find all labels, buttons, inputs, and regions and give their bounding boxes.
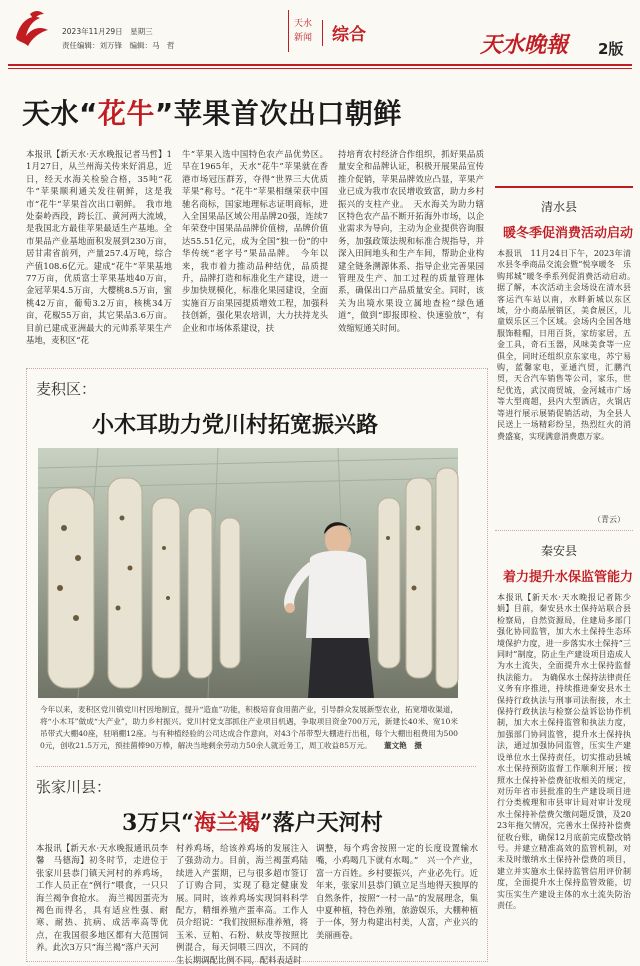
maiji-title: 小木耳助力党川村拓宽振兴路 [92,412,379,438]
qingshui-signature: （青云） [593,515,625,524]
qinan-county: 秦安县 [541,544,578,558]
editors-line: 责任编辑：刘万锋 编辑：马 哲 [62,41,175,50]
zjc-col-1: 本报讯【新天水·天水晚报通讯员李馨 马德海】初冬时节，走进位于张家川县恭门镇天河村的养鸡场，工作人员正在“例行”喂食，一只只海兰褐争食抢水。 海兰褐因蛋壳为褐色而得名，具有适应性强、耐寒、耐热、抗病、成活率高等优点，在我国很多地区都有大范围饲养。此次3万只“海兰褐”落户天河 [36,843,168,953]
section-small-1: 天水 [294,19,313,29]
main-headline [22,92,402,132]
headline-part-3: ”苹果首次出口朝鲜 [154,97,402,130]
zjc-title-part-3: ”落户天河村 [259,810,383,836]
qinan-title: 着力提升水保监管能力 [503,570,634,585]
zjc-col-2: 村养鸡场，给该养鸡场的发展注入了强劲动力。目前，海兰褐蛋鸡陆续进入产蛋期，已与很多超市签订了订购合同，实现了稳定健康发展。同时，该养鸡场实现饲料科学配方，精细养殖产蛋率高。工作人员介绍说：“我们按照标准养殖，将玉米、豆粕、石粉、麸皮等按照比例混合，每天饲喂三四次，不同的生长期调配比例不同，配料表适时 [176,843,308,965]
masthead-brand: 天水晚報 [480,32,569,58]
qingshui-body: 本报讯 11月24日下午，2023年清水县冬季商品交流会暨“悦享暖冬 乐购邦城”暖冬季系列促消费活动启动。 据了解，本次活动主会场设在清水县客运汽车站以南，水畔新城以东区域，分小商品展销区，美食展区，儿童娱乐区三个区域。会场内全国各地服饰鞋帽，日用百货，家纺家居，五金工具，奇石玉器，风味美食等一应俱全，同时还组织京东家电，苏宁易购，蓝馨家电，亚通汽贸，汇鹏汽贸，天合汽车销售等公司，家乐，世纪优选，武汉商贸城，金河城市广场等大型商超，县内大型酒店，火锅店等进行展示展销促销活动，为全县人民送上一场精彩纷呈，热烈红火的消费盛宴，实现满意消费惠万家。 [497,249,639,441]
mushroom-greenhouse-photo [38,448,458,698]
main-article-col-3: 持培育农村经济合作组织，抓好果品质量安全和品牌认证，积极开展果品宣传推介促销，苹果品牌效应凸显，苹果产业已成为我市农民增收致富，助力乡村振兴的支柱产业。 天水海关为助力辖区特色农产品不断开拓海外市场，以企业需求为导向，主动为企业提供咨询服务，加强政策法规和标准合规指导，并深入田间地头和生产车间，帮助企业构建全链条溯源体系、指导企业完善果园管理及生产、加工过程的质量管理体系，确保出口产品质量安全。同时，该关为出境水果设立属地查检“绿色通道”，做到“即报即检、快速验放”，有效缩短通关时间。 [338,149,484,333]
page-number: 2版 [598,40,624,58]
sidebar-divider [495,530,633,532]
qingshui-county: 清水县 [541,200,578,214]
zhangjiachuan-title [122,806,383,837]
sidebar [495,186,639,962]
main-article-col-2: 牛”苹果入选中国特色农产品优势区。早在1965年，天水“花牛”苹果就在香港市场冠压群芳，夺得“世界三大优质苹果”称号。“花牛”苹果相继荣获中国驰名商标，国家地理标志证明商标，进入全国果品区域公用品牌20强，连续7年荣登中国果品品牌价值榜，品牌价值达55.51亿元，成为全国“独一份”的中华传统“老字号”果品品牌。 今年以来，我市着力推动品种结优，品质提升，品牌打造和标准化生产建设，进一步加快规模化，标准化果园建设，全面实施百万亩果园提质增效工程，加强科技创新，强化果农培训，大力扶持龙头企业和市场体系建设，扶 [182,149,328,333]
zjc-title-part-2: 海兰褐 [193,810,260,836]
divider [36,766,476,768]
main-article-col-1: 本报讯【新天水·天水晚报记者马哲】11月27日，从兰州海关传来好消息，近日，经天水海关检验合格，35吨“花牛”苹果顺利通关发往朝鲜，这是我市“花牛”苹果首次出口朝鲜。 我市地处秦岭西段，跨长江、黄河两大流域，是我国北方最佳苹果最适生产基地。全市果品产业基地面积发展到230万亩，居甘肃省前列，产量257.4万吨，综合产值108.6亿元。建成“花牛”苹果基地77万亩，优质富士苹果基地40万亩，金冠苹果4.5万亩，大樱桃8.5万亩，蜜桃42万亩，葡萄3.2万亩，核桃34万亩，花椒55万亩，其它果品3.6万亩。目前已建成亚洲最大的元帅系苹果生产基地，麦积区“花 [26,149,172,346]
section-label [288,10,384,52]
zhangjiachuan-region-label: 张家川县： [36,778,112,796]
zjc-col-3: 调整，每个鸡舍按照一定的长度设置输水嘴，小鸡喝几下就有水喝。” 兴一个产业，富一方百姓。乡村要振兴，产业必先行。近年来，张家川县恭门镇立足当地得天独厚的自然条件，按照“一村一品”的发展理念，集中夏种植，特色养殖，旅游娱乐，大棚种植于一体，努力构建出村美，人富，产业兴的美丽画卷。 [316,843,478,940]
maiji-caption: 今年以来，麦积区党川镇党川村因地制宜，提升“造血”功能，积极培育食用菌产业，引导群众发展新型农业，拓宽增收渠道，将“小木耳”做成“大产业”，助力乡村振兴。党川村党支部抓住产业项目机遇，争取项目资金700万元，新建长40米、宽10米吊带式大棚40座，驻哨棚12座。与有种植经验的公司达成合作意向，对43个吊带型大棚进行出租，每个大棚出租费用为5000元，创收21.5万元，预挂菌棒90万棒，解决当地剩余劳动力50余人就近务工，周工收益85万元。 [40,705,458,750]
maiji-photographer: 董文艳 摄 [380,740,422,752]
issue-date: 2023年11月29日 星期三 [62,27,153,36]
header-rule [8,64,632,66]
headline-part-2: 花牛 [97,97,155,130]
headline-part-1: 天水“ [22,97,98,130]
newspaper-logo-icon [10,8,54,52]
header-rule-thin [8,68,632,69]
section-title: 综合 [332,25,366,45]
maiji-region-label: 麦积区： [36,380,97,398]
qinan-body: 本报讯【新天水·天水晚报记者陈少娟】目前，秦安县水土保持站联合县检察局，自然资源局，住建局多部门强化协同监管，加大水土保持生态环境保护力度，进一步落实水土保持“三同时”制度，防止生产建设项目造成人为水土流失，全面提升水土保持监督执法能力。 为确保水土保持法律责任义务有序推进，持续推进秦安县水土保持行政执法与刑事司法衔接，水土保持行政执法与检察公益诉讼协作机制，加大水土保持监管和执法力度，加强部门协同监管，提升水土保持执法，通过加强协同监管，压实生产建设单位水土保持责任，切实推动县城水土保持预防监督工作顺利开展；按照水土保持补偿费征收相关的规定，对历年省市县批准的生产建设项目进行分类梳理和市县审计局对审计发现水土保持补偿费欠缴问题反馈，及2023年拖欠情况，完善水土保持补偿费征收台账，确保12月底前完成整改销号。并建立精准高效的监管机制，对未及时缴纳水土保持补偿费的项目，建立并实施水土保持监管信用评价制度，全面提升水土保持监管效能，切实压实生产建设主体的水土流失防治责任。 [497,593,631,910]
qingshui-title: 暖冬季促消费活动启动 [503,226,634,241]
section-small-2: 新闻 [294,33,313,43]
zjc-title-part-1: 3万只“ [122,810,194,836]
